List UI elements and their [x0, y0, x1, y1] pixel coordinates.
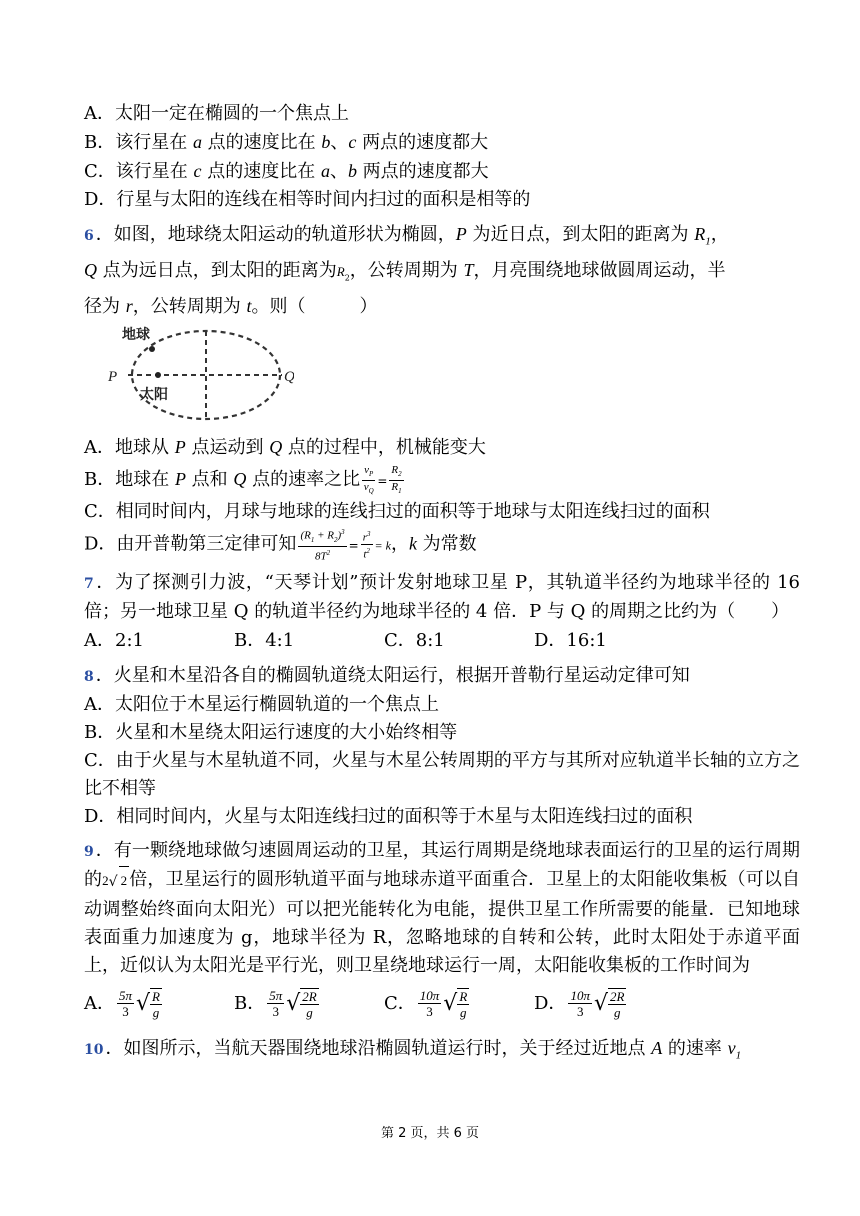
kepler-formula-rhs: $\frac{r^3}{t^2}$ [362, 530, 371, 561]
q5-option-b: B．该行星在 a 点的速度比在 b、c 两点的速度都大 [84, 132, 489, 153]
q7-options [84, 626, 800, 656]
velocity-ratio: $\frac{v_P}{v_Q}$ [363, 463, 374, 495]
page-content [84, 100, 800, 1069]
radius-ratio: $\frac{R_2}{R_1}$ [391, 463, 402, 495]
orbit-diagram [94, 323, 294, 427]
q10-number: 10 [84, 1041, 104, 1058]
q10-stem: 10 ．如图所示，当航天器围绕地球沿椭圆轨道运行时，关于经过近地点 A 的速率 $v_1$ [84, 1037, 742, 1062]
q8-stem: 8 ．火星和木星沿各自的椭圆轨道绕太阳运行，根据开普勒行星运动定律可知 [84, 664, 690, 686]
label-sun: 太阳 [140, 387, 168, 404]
q6-option-b: B．地球在 P 点和 Q 点的速率之比 $\frac{v_P}{v_Q}$ = $\frac{R_2}{R_1}$ [84, 463, 402, 495]
label-p: P [108, 369, 118, 386]
q6-option-d: D．由开普勒第三定律可知 $\frac{(R_1 + R_2)^3}{8T^2}$ = $\frac{r^3}{t^2}$ = k，k 为常数 [84, 528, 477, 563]
q6-number: 6 [84, 228, 94, 244]
orbit-figure [94, 323, 800, 431]
q7-option-c: C．8:1 [384, 629, 445, 651]
q5-option-d: D．行星与太阳的连线在相等时间内扫过的面积是相等的 [84, 189, 531, 210]
sun-dot [155, 372, 161, 378]
q5-option-a: A．太阳一定在椭圆的一个焦点上 [84, 103, 349, 124]
q9-stem: 9 ．有一颗绕地球做匀速圆周运动的卫星，其运行周期是绕地球表面运行的卫星的运行周期的2√ 2 倍，卫星运行的圆形轨道平面与地球赤道平面重合．卫星上的太阳能收集板（可以自动调整始终面向太阳光）可以把光能转化为电能，提供卫星工作所需要的能量．已知地球表面重力加速度为 g，地球半径为 R，忽略地球的自转和公转，此时太阳处于赤道平面上，近似认为太阳光是平行光，则卫星绕地球运行一周，太阳能收集板的工作时间为 [84, 839, 801, 976]
q9-option-c: C． $\frac{10\pi}{3}$ √ $\frac{R}{g}$ [384, 988, 468, 1020]
q9-option-d: D． $\frac{10\pi}{3}$ √ $\frac{2R}{g}$ [534, 988, 625, 1020]
label-earth: 地球 [122, 327, 150, 344]
earth-dot [149, 346, 155, 352]
q7-number: 7 [84, 575, 94, 592]
q8-option-b: B．火星和木星绕太阳运行速度的大小始终相等 [84, 721, 458, 743]
q6-option-a: A．地球从 P 点运动到 Q 点的过程中，机械能变大 [84, 437, 486, 459]
q7-option-a: A．2:1 [84, 629, 144, 651]
q6-stem: 6 ．如图，地球绕太阳运动的轨道形状为椭圆，P 为近日点，到太阳的距离为 $R_1$， Q 点为远日点，到太阳的距离为$R_2$，公转周期为 T，月亮围绕地球做圆周运动，半 径为 r，公转周期为 t。则（ ） [84, 224, 729, 318]
q5-option-c: C．该行星在 c 点的速度比在 a、b 两点的速度都大 [84, 161, 489, 182]
q9-number: 9 [84, 843, 94, 860]
q8-option-d: D．相同时间内，火星与太阳连线扫过的面积等于木星与太阳连线扫过的面积 [84, 805, 693, 827]
q8-number: 8 [84, 668, 94, 685]
kepler-formula-lhs: $\frac{(R_1 + R_2)^3}{8T^2}$ [300, 528, 345, 563]
q7-option-d: D．16:1 [534, 629, 607, 651]
q9-options [84, 980, 800, 1028]
q9-option-a: A． $\frac{5\pi}{3}$ √ $\frac{R}{g}$ [84, 988, 160, 1020]
q8-option-c: C．由于火星与木星轨道不同，火星与木星公转周期的平方与其所对应轨道半长轴的立方之比不相等 [84, 749, 800, 799]
q7-stem: 7 ．为了探测引力波，“天琴计划”预计发射地球卫星 P，其轨道半径约为地球半径的 16 倍；另一地球卫星 Q 的轨道半径约为地球半径的 4 倍．P 与 Q 的周期之比约为（ ） [84, 571, 800, 622]
q8-option-a: A．太阳位于木星运行椭圆轨道的一个焦点上 [84, 693, 439, 715]
label-q: Q [284, 369, 294, 386]
q9-option-b: B． $\frac{5\pi}{3}$ √ $\frac{2R}{g}$ [234, 988, 317, 1020]
q7-option-b: B．4:1 [234, 629, 295, 651]
page-footer: 第 2 页，共 6 页 [380, 1126, 480, 1141]
q6-option-c: C．相同时间内，月球与地球的连线扫过的面积等于地球与太阳连线扫过的面积 [84, 501, 710, 523]
